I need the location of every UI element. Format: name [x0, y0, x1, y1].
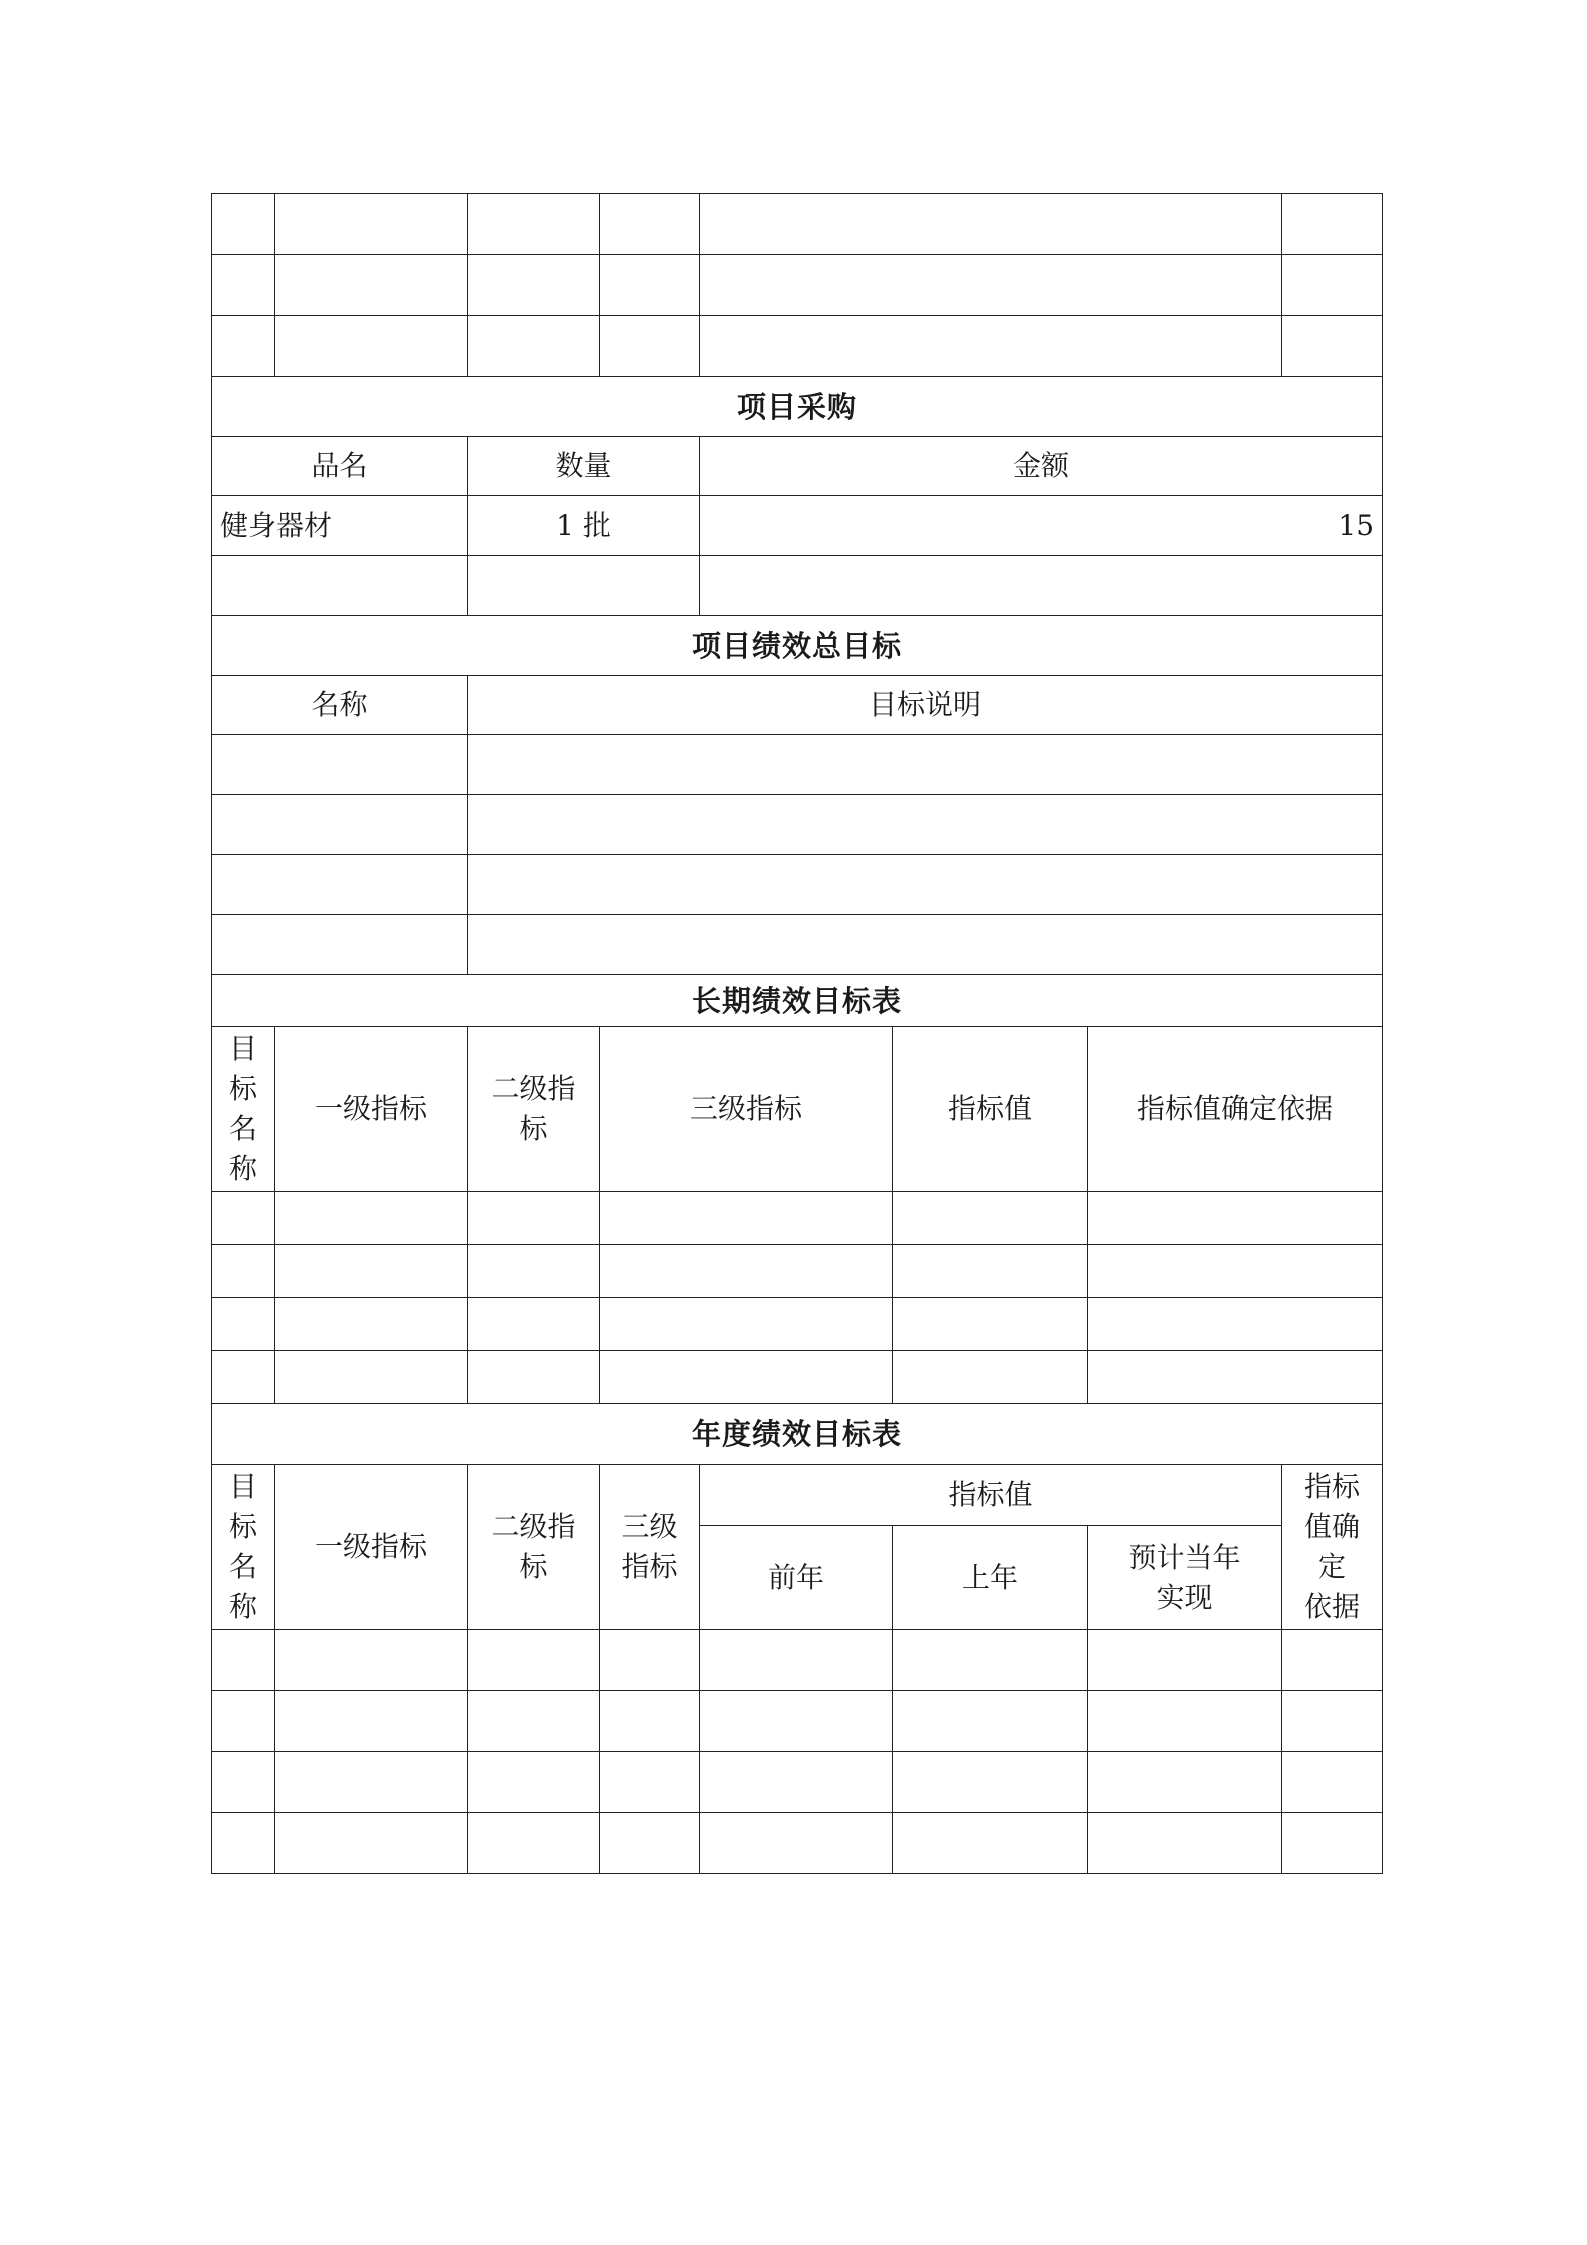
level3-line-2: 指标 — [621, 1550, 678, 1583]
blank-cell — [468, 194, 600, 255]
annual-cell — [275, 1813, 468, 1874]
annual-cell — [275, 1691, 468, 1752]
annual-cell — [468, 1630, 600, 1691]
level3-line-1: 三级 — [621, 1510, 678, 1543]
long-term-header-level1: 一级指标 — [275, 1027, 468, 1192]
long-term-cell — [275, 1298, 468, 1351]
annual-cell — [893, 1691, 1088, 1752]
procurement-header-amount: 金额 — [700, 437, 1383, 496]
procurement-header-quantity: 数量 — [468, 437, 700, 496]
long-term-cell — [212, 1298, 275, 1351]
long-term-cell — [212, 1192, 275, 1245]
long-term-row — [212, 1351, 1383, 1404]
long-term-cell — [893, 1298, 1088, 1351]
long-term-cell — [275, 1192, 468, 1245]
total-goal-title: 项目绩效总目标 — [212, 616, 1383, 676]
long-term-header-level2 — [468, 1027, 600, 1192]
level2-line-2: 标 — [519, 1550, 548, 1583]
total-goal-header-name: 名称 — [212, 676, 468, 735]
long-term-cell — [1088, 1351, 1383, 1404]
blank-cell — [1282, 194, 1383, 255]
total-goal-desc-cell — [468, 855, 1383, 915]
annual-cell — [600, 1691, 700, 1752]
long-term-row — [212, 1298, 1383, 1351]
annual-cell — [212, 1752, 275, 1813]
blank-cell — [600, 255, 700, 316]
annual-header-goal-name — [212, 1465, 275, 1630]
annual-header-prev-year: 前年 — [700, 1526, 893, 1630]
blank-cell — [468, 316, 600, 377]
basis-line-4: 依据 — [1304, 1590, 1361, 1623]
annual-cell — [1282, 1813, 1383, 1874]
total-goal-row — [212, 735, 1383, 795]
annual-cell — [700, 1630, 893, 1691]
long-term-cell — [600, 1245, 893, 1298]
procurement-section-row — [212, 377, 1383, 437]
annual-cell — [700, 1813, 893, 1874]
annual-cell — [893, 1813, 1088, 1874]
blank-cell — [700, 194, 1282, 255]
blank-cell — [212, 255, 275, 316]
procurement-item-amount — [700, 556, 1383, 616]
blank-cell — [275, 255, 468, 316]
procurement-item-name: 健身器材 — [212, 496, 468, 556]
long-term-cell — [468, 1351, 600, 1404]
annual-cell — [1088, 1691, 1282, 1752]
annual-cell — [700, 1691, 893, 1752]
annual-cell — [893, 1752, 1088, 1813]
annual-title: 年度绩效目标表 — [212, 1404, 1383, 1465]
long-term-cell — [468, 1298, 600, 1351]
long-term-row — [212, 1245, 1383, 1298]
long-term-cell — [893, 1192, 1088, 1245]
long-term-header-goal-name — [212, 1027, 275, 1192]
long-term-cell — [275, 1351, 468, 1404]
long-term-header-basis: 指标值确定依据 — [1088, 1027, 1383, 1192]
annual-cell — [275, 1630, 468, 1691]
total-goal-desc-cell — [468, 735, 1383, 795]
long-term-row — [212, 1192, 1383, 1245]
total-goal-name-cell — [212, 795, 468, 855]
annual-row — [212, 1813, 1383, 1874]
blank-cell — [275, 316, 468, 377]
annual-cell — [1088, 1813, 1282, 1874]
annual-cell — [468, 1813, 600, 1874]
blank-row — [212, 194, 1383, 255]
total-goal-name-cell — [212, 915, 468, 975]
long-term-cell — [600, 1298, 893, 1351]
annual-cell — [893, 1630, 1088, 1691]
blank-cell — [468, 255, 600, 316]
expected-line-1: 预计当年 — [1128, 1540, 1241, 1574]
procurement-item-quantity — [468, 556, 700, 616]
procurement-item-name — [212, 556, 468, 616]
blank-cell — [1282, 255, 1383, 316]
annual-cell — [212, 1691, 275, 1752]
procurement-item-quantity: 1 批 — [468, 496, 700, 556]
long-term-cell — [1088, 1298, 1383, 1351]
total-goal-desc-cell — [468, 795, 1383, 855]
long-term-cell — [1088, 1245, 1383, 1298]
level2-line-2: 标 — [519, 1112, 548, 1145]
long-term-title: 长期绩效目标表 — [212, 975, 1383, 1027]
long-term-cell — [893, 1245, 1088, 1298]
blank-row — [212, 316, 1383, 377]
procurement-title: 项目采购 — [212, 377, 1383, 437]
procurement-header-name: 品名 — [212, 437, 468, 496]
level2-line-1: 二级指 — [491, 1072, 576, 1105]
blank-cell — [212, 194, 275, 255]
annual-cell — [600, 1630, 700, 1691]
total-goal-header-desc: 目标说明 — [468, 676, 1383, 735]
basis-line-2: 值确 — [1304, 1510, 1361, 1543]
basis-line-3: 定 — [1318, 1550, 1347, 1583]
performance-form-table — [211, 193, 1383, 1874]
blank-row — [212, 255, 1383, 316]
total-goal-name-cell — [212, 735, 468, 795]
procurement-item-amount: 15 — [700, 496, 1383, 556]
long-term-cell — [600, 1192, 893, 1245]
long-term-cell — [212, 1245, 275, 1298]
long-term-header-value: 指标值 — [893, 1027, 1088, 1192]
long-term-header-level3: 三级指标 — [600, 1027, 893, 1192]
annual-cell — [275, 1752, 468, 1813]
total-goal-desc-cell — [468, 915, 1383, 975]
annual-cell — [468, 1752, 600, 1813]
long-term-cell — [468, 1245, 600, 1298]
annual-cell — [700, 1752, 893, 1813]
goal-name-vertical-text: 目标名称 — [229, 1032, 258, 1185]
annual-header-basis — [1282, 1465, 1383, 1630]
blank-cell — [1282, 316, 1383, 377]
annual-cell — [600, 1813, 700, 1874]
annual-cell — [1282, 1630, 1383, 1691]
annual-header-last-year: 上年 — [893, 1526, 1088, 1630]
blank-cell — [600, 316, 700, 377]
annual-cell — [212, 1630, 275, 1691]
level2-line-1: 二级指 — [491, 1510, 576, 1543]
annual-cell — [1282, 1752, 1383, 1813]
annual-header-level1: 一级指标 — [275, 1465, 468, 1630]
annual-header-level3 — [600, 1465, 700, 1630]
blank-cell — [700, 255, 1282, 316]
annual-header-expected — [1088, 1526, 1282, 1630]
total-goal-header-row — [212, 676, 1383, 735]
long-term-cell — [1088, 1192, 1383, 1245]
basis-line-1: 指标 — [1304, 1470, 1361, 1503]
annual-header-value: 指标值 — [700, 1465, 1282, 1526]
annual-row — [212, 1752, 1383, 1813]
total-goal-row — [212, 915, 1383, 975]
goal-name-vertical-text: 目标名称 — [229, 1470, 258, 1623]
procurement-row — [212, 556, 1383, 616]
long-term-cell — [600, 1351, 893, 1404]
expected-line-2: 实现 — [1156, 1580, 1213, 1614]
blank-cell — [700, 316, 1282, 377]
annual-row — [212, 1630, 1383, 1691]
blank-cell — [600, 194, 700, 255]
annual-cell — [1088, 1630, 1282, 1691]
annual-cell — [1088, 1752, 1282, 1813]
long-term-cell — [275, 1245, 468, 1298]
blank-cell — [275, 194, 468, 255]
annual-section-row — [212, 1404, 1383, 1465]
annual-cell — [600, 1752, 700, 1813]
long-term-header-row — [212, 1027, 1383, 1192]
total-goal-name-cell — [212, 855, 468, 915]
annual-cell — [1282, 1691, 1383, 1752]
long-term-cell — [893, 1351, 1088, 1404]
annual-header-row-1 — [212, 1465, 1383, 1526]
total-goal-row — [212, 795, 1383, 855]
annual-header-level2 — [468, 1465, 600, 1630]
procurement-header-row — [212, 437, 1383, 496]
total-goal-row — [212, 855, 1383, 915]
long-term-cell — [212, 1351, 275, 1404]
annual-cell — [212, 1813, 275, 1874]
blank-cell — [212, 316, 275, 377]
long-term-section-row — [212, 975, 1383, 1027]
long-term-cell — [468, 1192, 600, 1245]
procurement-row — [212, 496, 1383, 556]
total-goal-section-row — [212, 616, 1383, 676]
annual-cell — [468, 1691, 600, 1752]
annual-row — [212, 1691, 1383, 1752]
